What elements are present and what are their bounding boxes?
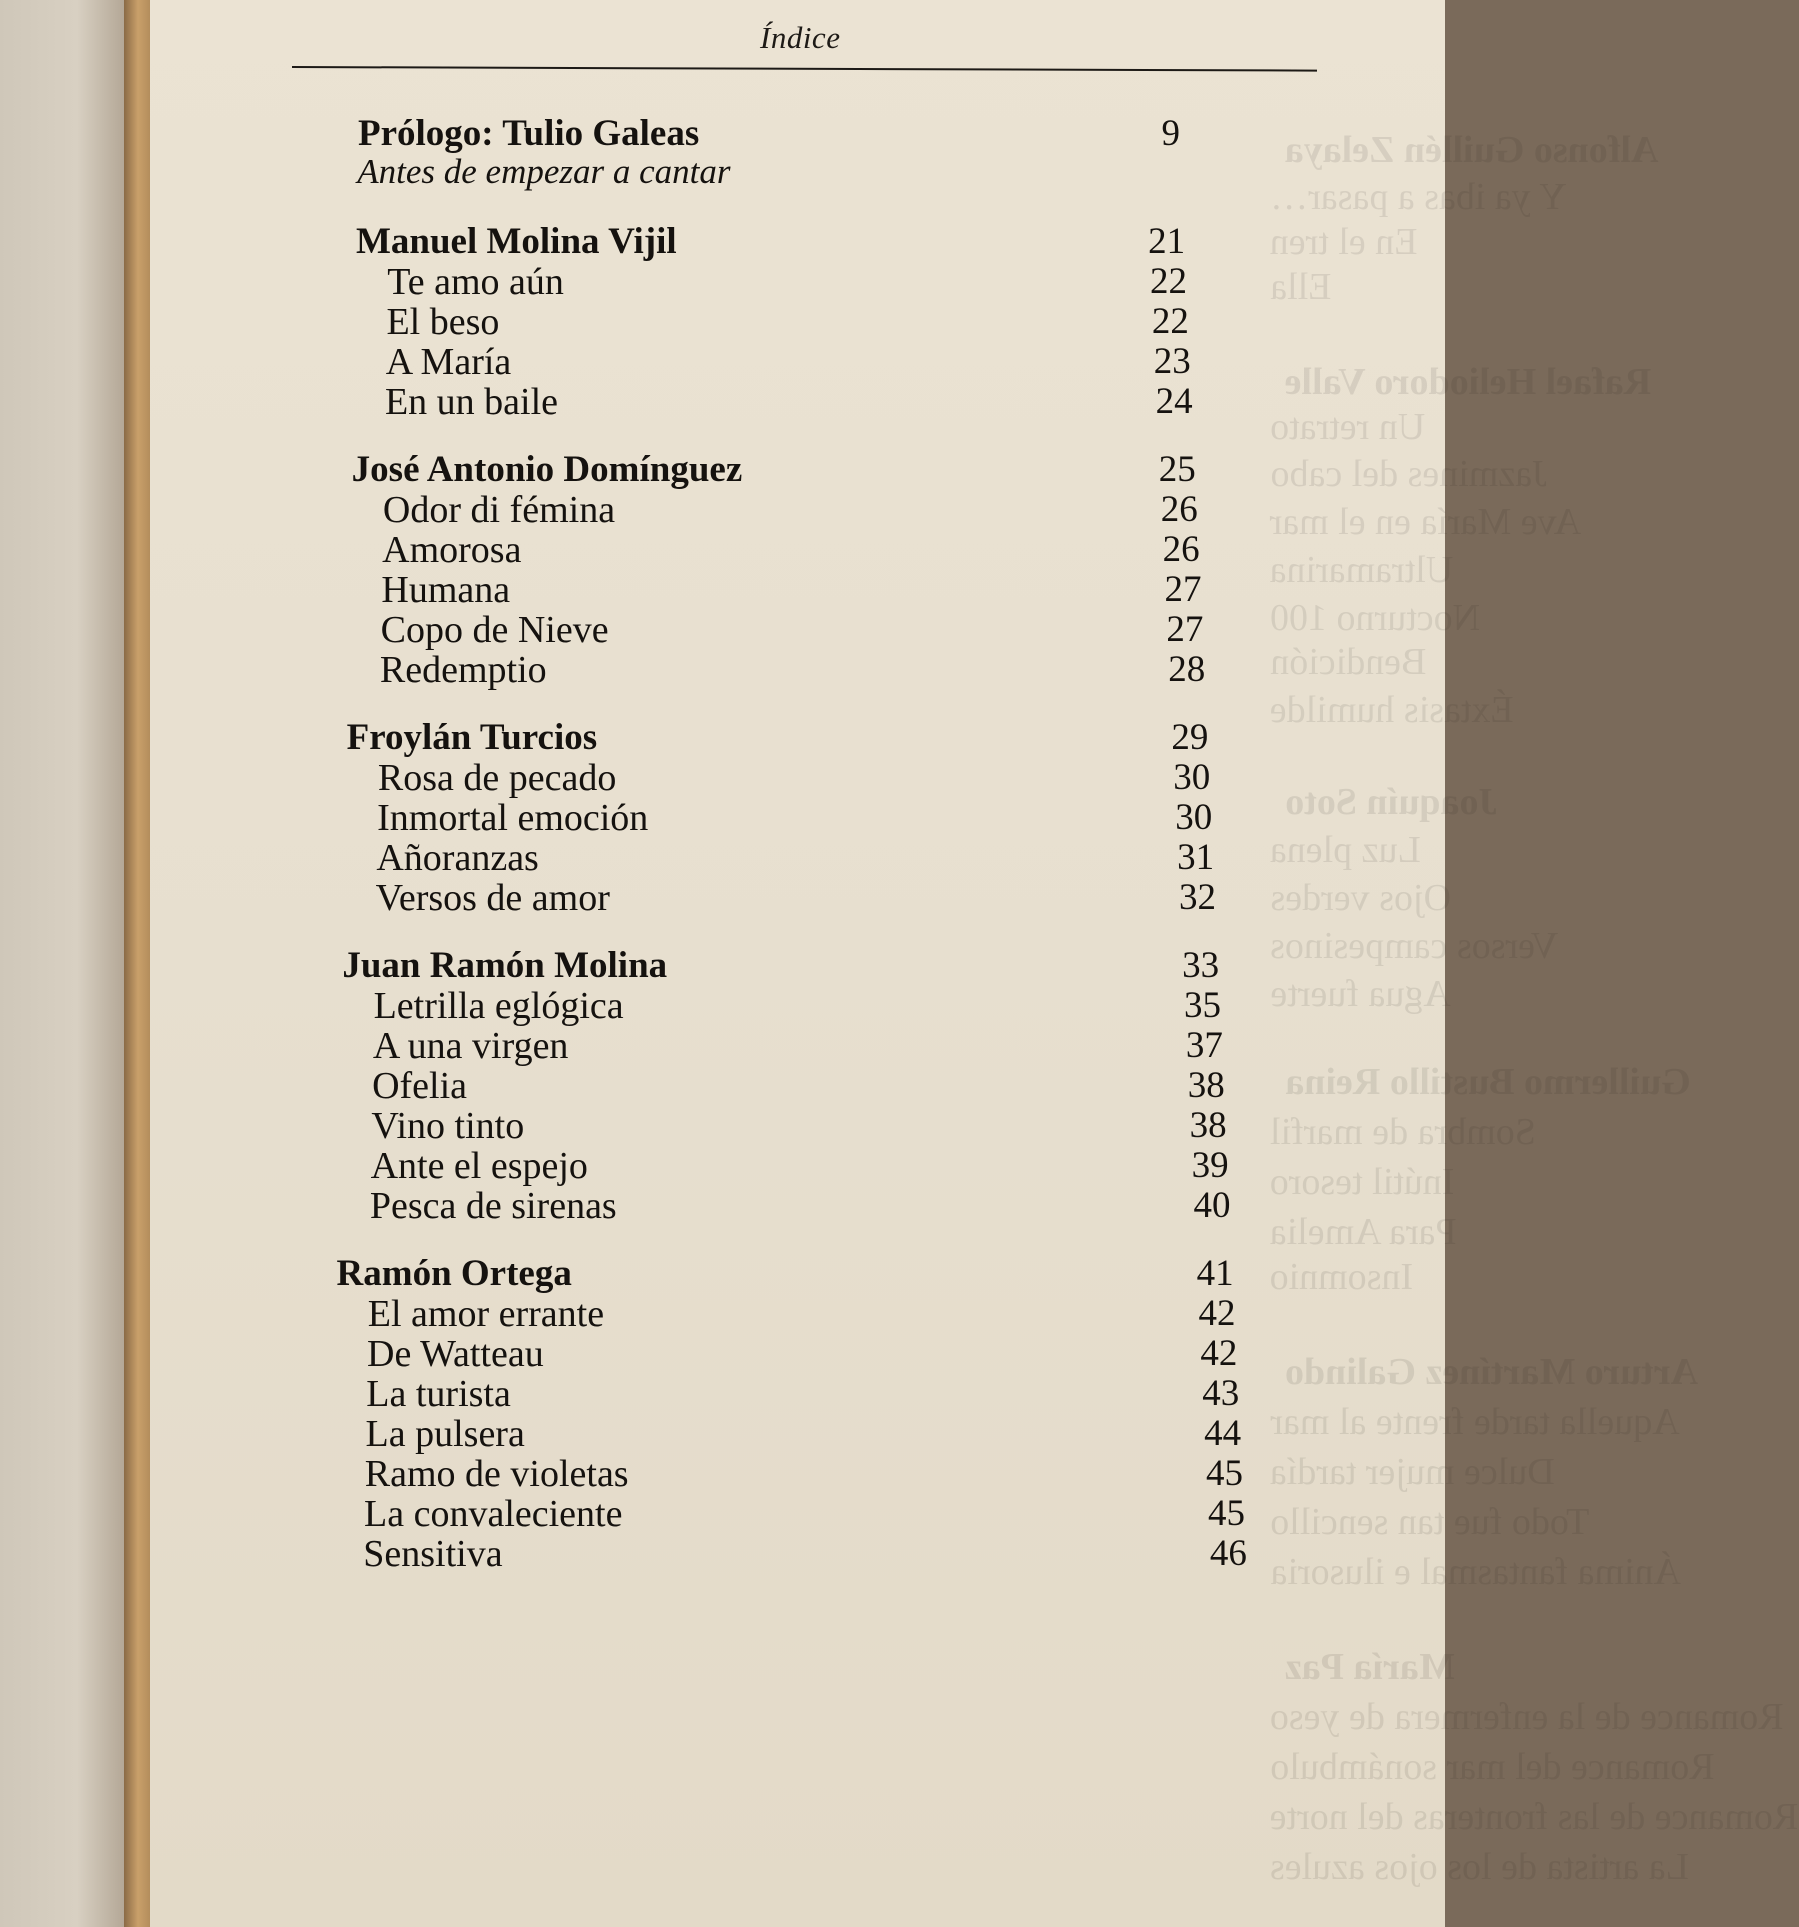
page-number: 26: [1160, 489, 1198, 530]
show-through-text: Inútil tesoro: [1270, 1161, 1455, 1203]
page-number: 38: [1189, 1105, 1227, 1146]
page-number: 39: [1191, 1145, 1229, 1186]
toc-entry: Ante el espejo: [370, 1145, 588, 1187]
show-through-text: En el tren: [1270, 221, 1418, 263]
toc-entry: Redemptio: [379, 649, 547, 691]
show-through-text: Y ya ibas a pasar…: [1270, 176, 1567, 218]
toc-entry: Versos de amor: [375, 877, 610, 919]
page-header: Índice: [760, 20, 841, 55]
toc-entry: Copo de Nieve: [380, 609, 609, 651]
page-number: 27: [1164, 569, 1202, 610]
page-number: 29: [1171, 717, 1209, 758]
section-author: Froylán Turcios: [346, 717, 598, 758]
toc-entry: La turista: [366, 1373, 511, 1415]
toc-entry: Sensitiva: [363, 1533, 503, 1575]
show-through-text: Versos campesinos: [1270, 925, 1559, 967]
show-through-text: Ánima fantasmal e ilusoria: [1270, 1551, 1681, 1593]
show-through-text: Agua fuerte: [1270, 973, 1451, 1015]
page-number: 38: [1187, 1065, 1225, 1106]
page-number: 24: [1155, 381, 1193, 422]
show-through-text: Todo fue tan sencillo: [1270, 1501, 1590, 1543]
toc-entry: El beso: [386, 301, 500, 343]
page-number: 25: [1158, 449, 1196, 490]
page-number: 42: [1200, 1333, 1238, 1374]
show-through-text: Aquella tarde frente al mar: [1270, 1401, 1680, 1443]
section-author: Ramón Ortega: [336, 1253, 572, 1294]
page-number: 37: [1185, 1025, 1223, 1066]
show-through-text: María Paz: [1285, 1646, 1455, 1688]
page-number: 33: [1182, 945, 1220, 986]
page-number: 27: [1166, 609, 1204, 650]
page-number: 22: [1151, 301, 1189, 342]
show-through-text: Guillermo Bustillo Reina: [1285, 1061, 1691, 1103]
toc-entry: Ofelia: [372, 1065, 468, 1107]
show-through-text: Bendición: [1270, 641, 1427, 683]
toc-entry: En un baile: [384, 381, 559, 423]
section-author: Manuel Molina Vijil: [355, 221, 677, 262]
toc-entry: El amor errante: [367, 1293, 605, 1335]
toc-entry: Inmortal emoción: [377, 797, 649, 839]
show-through-text: Ultramarina: [1270, 549, 1454, 591]
toc-entry: Añoranzas: [376, 837, 539, 879]
toc-entry: Ramo de violetas: [364, 1453, 629, 1495]
show-through-text: Un retrato: [1270, 406, 1426, 448]
page-number: 26: [1162, 529, 1200, 570]
show-through-text: Ella: [1270, 266, 1332, 308]
toc-entry: Te amo aún: [387, 261, 564, 303]
page-number: 30: [1173, 757, 1211, 798]
toc-entry: La pulsera: [365, 1413, 525, 1455]
page-number: 45: [1207, 1493, 1245, 1534]
show-through-text: Joaquín Soto: [1285, 781, 1498, 823]
page-number: 21: [1148, 221, 1186, 262]
show-through-text: Romance del mar sonámbulo: [1270, 1746, 1715, 1788]
page-number: 35: [1184, 985, 1222, 1026]
toc-entry: Rosa de pecado: [377, 757, 617, 799]
page-number: 41: [1196, 1253, 1234, 1294]
section-author: José Antonio Domínguez: [351, 449, 743, 490]
page-number: 28: [1168, 649, 1206, 690]
show-through-text: Éxtasis humilde: [1270, 689, 1514, 731]
section-author: Prólogo: Tulio Galeas: [358, 113, 700, 154]
show-through-text: Ave María en el mar: [1270, 501, 1582, 543]
page-number: 22: [1149, 261, 1187, 302]
show-through-text: Para Amelia: [1270, 1211, 1457, 1253]
section-author: Juan Ramón Molina: [342, 945, 668, 986]
page-number: 44: [1204, 1413, 1242, 1454]
show-through-text: Jazmines del cabo: [1270, 453, 1547, 495]
show-through-text: Arturo Martínez Galindo: [1285, 1351, 1699, 1393]
toc-entry: Amorosa: [382, 529, 522, 571]
show-through-text: Nocturno 100: [1270, 597, 1481, 639]
toc-entry: Letrilla eglógica: [373, 985, 624, 1027]
page-number: 9: [1161, 113, 1180, 154]
page-number: 40: [1193, 1185, 1231, 1226]
page-number: 46: [1209, 1533, 1247, 1574]
show-through-text: La artista de los ojos azules: [1270, 1846, 1689, 1888]
toc-entry: Odor di fémina: [382, 489, 616, 531]
show-through-text: Rafael Heliodoro Valle: [1285, 361, 1652, 403]
toc-entry: Vino tinto: [371, 1105, 525, 1147]
page-number: 23: [1153, 341, 1191, 382]
toc-entry: A una virgen: [372, 1025, 569, 1067]
page-number: 43: [1202, 1373, 1240, 1414]
toc-entry: La convaleciente: [364, 1493, 623, 1535]
show-through-text: Dulce mujer tardía: [1270, 1451, 1555, 1493]
toc-entry: Humana: [381, 569, 511, 611]
toc-entry: Pesca de sirenas: [369, 1185, 617, 1227]
section-subtitle: Antes de empezar a cantar: [357, 152, 731, 191]
show-through-text: Luz plena: [1270, 829, 1421, 871]
show-through-text: Romance de la enfermera de yeso: [1270, 1696, 1784, 1738]
show-through-text: Sombra de marfil: [1270, 1111, 1536, 1153]
show-through-text: Romance de las fronteras del norte: [1270, 1796, 1799, 1838]
show-through-text: Insomnio: [1270, 1256, 1414, 1298]
toc-entry: De Watteau: [367, 1333, 544, 1375]
page-number: 42: [1198, 1293, 1236, 1334]
page-number: 45: [1206, 1453, 1244, 1494]
show-through-text: Ojos verdes: [1270, 877, 1451, 919]
show-through-text: Alfonso Guillén Zelaya: [1285, 129, 1659, 171]
page-number: 30: [1175, 797, 1213, 838]
page-number: 32: [1178, 877, 1216, 918]
toc-entry: A María: [385, 341, 512, 383]
page-number: 31: [1177, 837, 1215, 878]
